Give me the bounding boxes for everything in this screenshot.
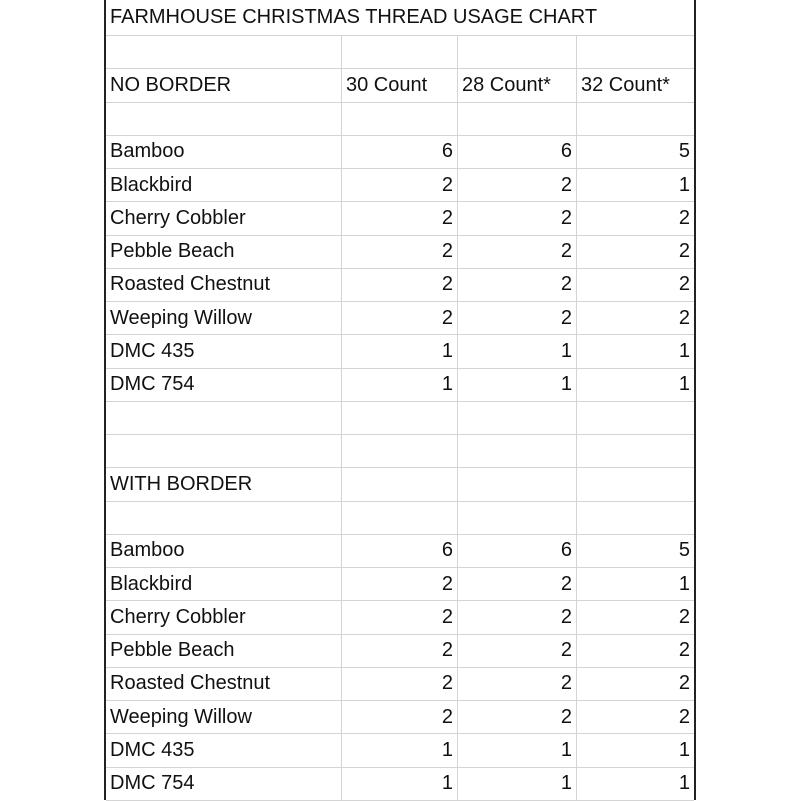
skein-count: 2: [458, 236, 577, 268]
blank-row: [106, 36, 694, 69]
skein-count: 2: [342, 568, 458, 600]
skein-count: 1: [678, 772, 690, 795]
skein-count: 1: [458, 768, 577, 800]
skein-count: 2: [342, 169, 458, 201]
column-header: 28 Count*: [458, 69, 577, 101]
table-row: [106, 169, 694, 202]
skein-count: 1: [342, 768, 458, 800]
table-row: [106, 236, 694, 269]
column-header: 30 Count: [342, 69, 458, 101]
table-row: [106, 202, 694, 235]
sheet-title: FARMHOUSE CHRISTMAS THREAD USAGE CHART: [106, 0, 694, 36]
skein-count: 1: [458, 335, 577, 367]
thread-name: Bamboo: [106, 136, 342, 168]
skein-count: 1: [342, 369, 458, 401]
thread-name: DMC 435: [106, 335, 342, 367]
skein-count: 6: [458, 136, 577, 168]
blank-row: [106, 435, 694, 468]
thread-name: Bamboo: [106, 535, 342, 567]
skein-count: 2: [678, 240, 690, 263]
skein-count: 1: [458, 734, 577, 766]
thread-name: Roasted Chestnut: [106, 668, 342, 700]
skein-count: 2: [342, 601, 458, 633]
thread-name: DMC 435: [106, 734, 342, 766]
table-row: [106, 768, 694, 801]
table-row: [106, 601, 694, 634]
skein-count: 2: [458, 269, 577, 301]
skein-count: 2: [678, 273, 690, 296]
table-row: [106, 635, 694, 668]
skein-count: 2: [458, 169, 577, 201]
skein-count: 1: [342, 335, 458, 367]
skein-count: 1: [678, 738, 690, 761]
table-row: [106, 535, 694, 568]
skein-count: 1: [678, 572, 690, 595]
section-label: NO BORDER: [106, 69, 342, 101]
table-row: [106, 734, 694, 767]
section-header-row: [106, 468, 694, 501]
table-row: [106, 335, 694, 368]
thread-name: Blackbird: [106, 169, 342, 201]
table-row: [106, 701, 694, 734]
thread-name: Cherry Cobbler: [106, 202, 342, 234]
table-row: [106, 668, 694, 701]
skein-count: 2: [458, 668, 577, 700]
section-label: WITH BORDER: [106, 468, 342, 500]
skein-count: 6: [342, 136, 458, 168]
skein-count: 2: [678, 672, 690, 695]
skein-count: 2: [678, 306, 690, 329]
thread-name: Pebble Beach: [106, 236, 342, 268]
skein-count: 6: [458, 535, 577, 567]
thread-name: Roasted Chestnut: [106, 269, 342, 301]
skein-count: 1: [678, 173, 690, 196]
thread-name: DMC 754: [106, 369, 342, 401]
thread-name: DMC 754: [106, 768, 342, 800]
skein-count: 2: [458, 635, 577, 667]
table-row: [106, 269, 694, 302]
blank-row: [106, 502, 694, 535]
blank-row: [106, 103, 694, 136]
skein-count: 2: [458, 568, 577, 600]
thread-name: Pebble Beach: [106, 635, 342, 667]
skein-count: 5: [678, 539, 690, 562]
skein-count: 2: [458, 701, 577, 733]
skein-count: 2: [342, 302, 458, 334]
blank-row: [106, 402, 694, 435]
column-header: 32 Count*: [581, 73, 670, 96]
thread-name: Cherry Cobbler: [106, 601, 342, 633]
skein-count: 2: [678, 206, 690, 229]
skein-count: 2: [342, 635, 458, 667]
skein-count: 1: [678, 373, 690, 396]
skein-count: 2: [678, 639, 690, 662]
skein-count: 1: [678, 339, 690, 362]
skein-count: 2: [342, 269, 458, 301]
skein-count: 1: [342, 734, 458, 766]
thread-name: Weeping Willow: [106, 701, 342, 733]
skein-count: 2: [458, 202, 577, 234]
table-row: [106, 568, 694, 601]
skein-count: 2: [342, 668, 458, 700]
skein-count: 2: [342, 701, 458, 733]
skein-count: 2: [458, 302, 577, 334]
table-row: [106, 136, 694, 169]
skein-count: 2: [678, 705, 690, 728]
table-row: [106, 302, 694, 335]
thread-name: Blackbird: [106, 568, 342, 600]
skein-count: 6: [342, 535, 458, 567]
table-row: [106, 369, 694, 402]
skein-count: 2: [458, 601, 577, 633]
skein-count: 2: [342, 236, 458, 268]
thread-name: Weeping Willow: [106, 302, 342, 334]
skein-count: 2: [342, 202, 458, 234]
section-header-row: [106, 69, 694, 102]
skein-count: 1: [458, 369, 577, 401]
thread-usage-sheet: [104, 0, 696, 800]
skein-count: 5: [678, 140, 690, 163]
skein-count: 2: [678, 605, 690, 628]
